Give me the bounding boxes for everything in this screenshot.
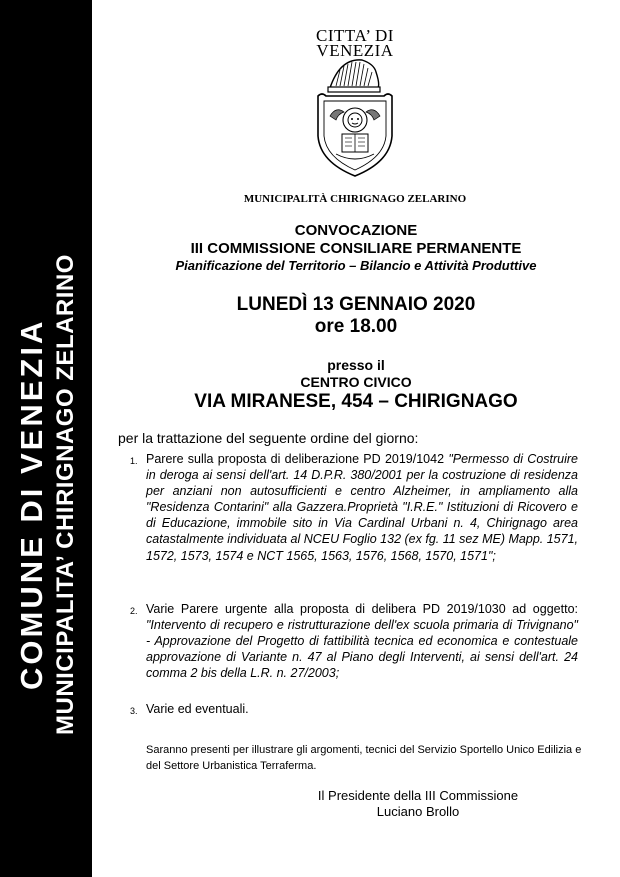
lion-shield-icon (300, 58, 410, 178)
agenda-item-body (146, 701, 578, 717)
city-crest (300, 28, 410, 183)
agenda-item-lead: Parere sulla proposta di deliberazione PD 2019/1042 (146, 452, 449, 466)
agenda-intro: per la trattazione del seguente ordine del giorno: (118, 430, 419, 446)
venue-prefix: presso il (327, 357, 385, 373)
convocation-heading: CONVOCAZIONE (294, 222, 418, 239)
crest-title-line2: VENEZIA (316, 41, 394, 60)
sidebar-title: COMUNE DI VENEZIA (14, 318, 49, 690)
agenda-item-number: 3. (130, 706, 138, 716)
agenda-item-body (146, 451, 578, 564)
agenda-item-body (146, 601, 578, 681)
signature-title: Il Presidente della III Commissione (317, 788, 519, 803)
agenda-item-number: 2. (130, 606, 138, 616)
venue-address: VIA MIRANESE, 454 – CHIRIGNAGO (194, 391, 518, 412)
agenda-item (130, 451, 578, 564)
agenda-item-text: "Intervento di recupero e ristrutturazione dell'ex scuola primaria di Trivignano" - Approvazione del Progetto di fattibilità tecnica ed economica e contestuale approvazione di Variante n. 47 al Piano degli Interventi, ai sensi dell'art. 24 comma 2 bis della L.R. n. 27/2003; (146, 618, 578, 681)
venue-name: CENTRO CIVICO (300, 374, 412, 390)
meeting-date: LUNEDÌ 13 GENNAIO 2020 (236, 294, 476, 315)
meeting-time: ore 18.00 (314, 316, 398, 337)
attendance-note: Saranno presenti per illustrare gli argomenti, tecnici del Servizio Sportello Unico Edilizia e del Settore Urbanistica Terraferma. (146, 744, 582, 772)
crest-title-line1: CITTA’ DI (316, 26, 394, 45)
agenda-item-number: 1. (130, 456, 138, 466)
municipality-name: MUNICIPALITÀ CHIRIGNAGO ZELARINO (243, 193, 467, 205)
agenda-item (130, 601, 578, 681)
sidebar-subtitle: MUNICIPALITA’ CHIRIGNAGO ZELARINO (52, 254, 79, 735)
agenda-item (130, 701, 578, 717)
signature-name: Luciano Brollo (376, 804, 460, 819)
agenda-item-lead: Varie ed eventuali. (146, 702, 249, 716)
commission-subtitle: Pianificazione del Territorio – Bilancio e Attività Produttive (175, 258, 537, 273)
commission-heading: III COMMISSIONE CONSILIARE PERMANENTE (190, 240, 522, 257)
sidebar-banner (0, 0, 92, 877)
agenda-item-lead: Varie Parere urgente alla proposta di delibera PD 2019/1030 ad oggetto: (146, 602, 578, 616)
agenda-item-text: "Permesso di Costruire in deroga ai sensi dell'art. 14 D.P.R. 380/2001 per la costruzione di residenza per anziani non autosufficienti e centro Alzheimer, in ampliamento alla "Residenza Contarini" alla Gazzera.Proprietà "I.R.E." Istituzioni di Ricovero e di Educazione, immobile sito in Via Cardinal Urbani n. 4, Chirignago area catastalmente individuata al NCEU Foglio 132 (ex fg. 11 sez ME) Mapp. 1571, 1572, 1573, 1574 e NCT 1565, 1563, 1576, 1568, 1570, 1571"; (146, 452, 578, 563)
